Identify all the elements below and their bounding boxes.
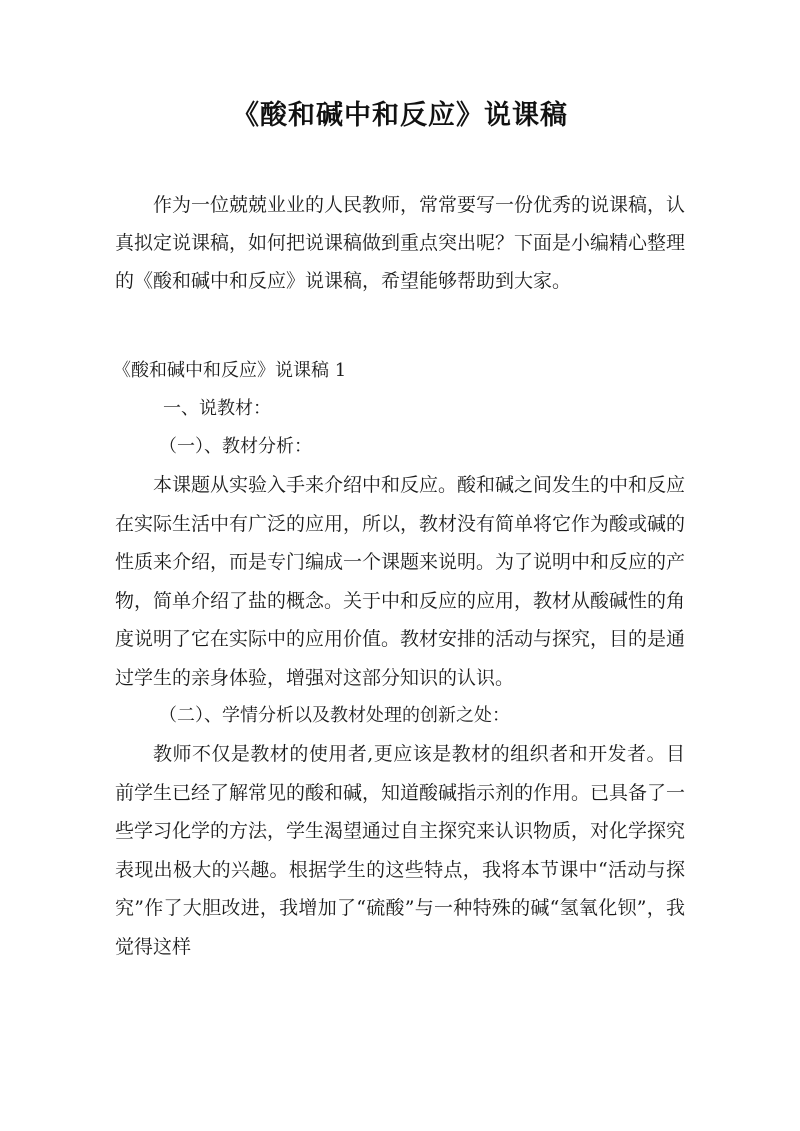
heading-textbook-analysis: （一）、教材分析： xyxy=(159,436,312,457)
intro-paragraph: 作为一位兢兢业业的人民教师，常常要写一份优秀的说课稿，认真拟定说课稿，如何把说课稿做到重点突出呢？下面是小编精心整理的《酸和碱中和反应》说课稿，希望能够帮助到大家。 xyxy=(115,194,686,292)
document-title: 《酸和碱中和反应》说课稿 xyxy=(232,100,568,131)
heading-student-analysis: （二）、学情分析以及教材处理的创新之处： xyxy=(159,705,510,726)
paragraph-textbook-analysis: 本课题从实验入手来介绍中和反应。酸和碱之间发生的中和反应在实际生活中有广泛的应用，所以，教材没有简单将它作为酸或碱的性质来介绍，而是专门编成一个课题来说明。为了说明中和反应的产物，简单介绍了盐的概念。关于中和反应的应用，教材从酸碱性的角度说明了它在实际中的应用价值。教材安排的活动与探究，目的是通过学生的亲身体验，增强对这部分知识的认识。 xyxy=(115,474,686,689)
paragraph-student-analysis: 教师不仅是教材的使用者,更应该是教材的组织者和开发者。目前学生已经了解常见的酸和碱，知道酸碱指示剂的作用。已具备了一些学习化学的方法，学生渴望通过自主探究来认识物质，对化学探究表现出极大的兴趣。根据学生的这些特点，我将本节课中“活动与探究”作了大胆改进，我增加了“硫酸”与一种特殊的碱“氢氧化钡”，我觉得这样 xyxy=(115,743,686,958)
heading-textbook: 一、说教材： xyxy=(163,398,271,419)
section-title: 《酸和碱中和反应》说课稿 1 xyxy=(113,360,347,381)
